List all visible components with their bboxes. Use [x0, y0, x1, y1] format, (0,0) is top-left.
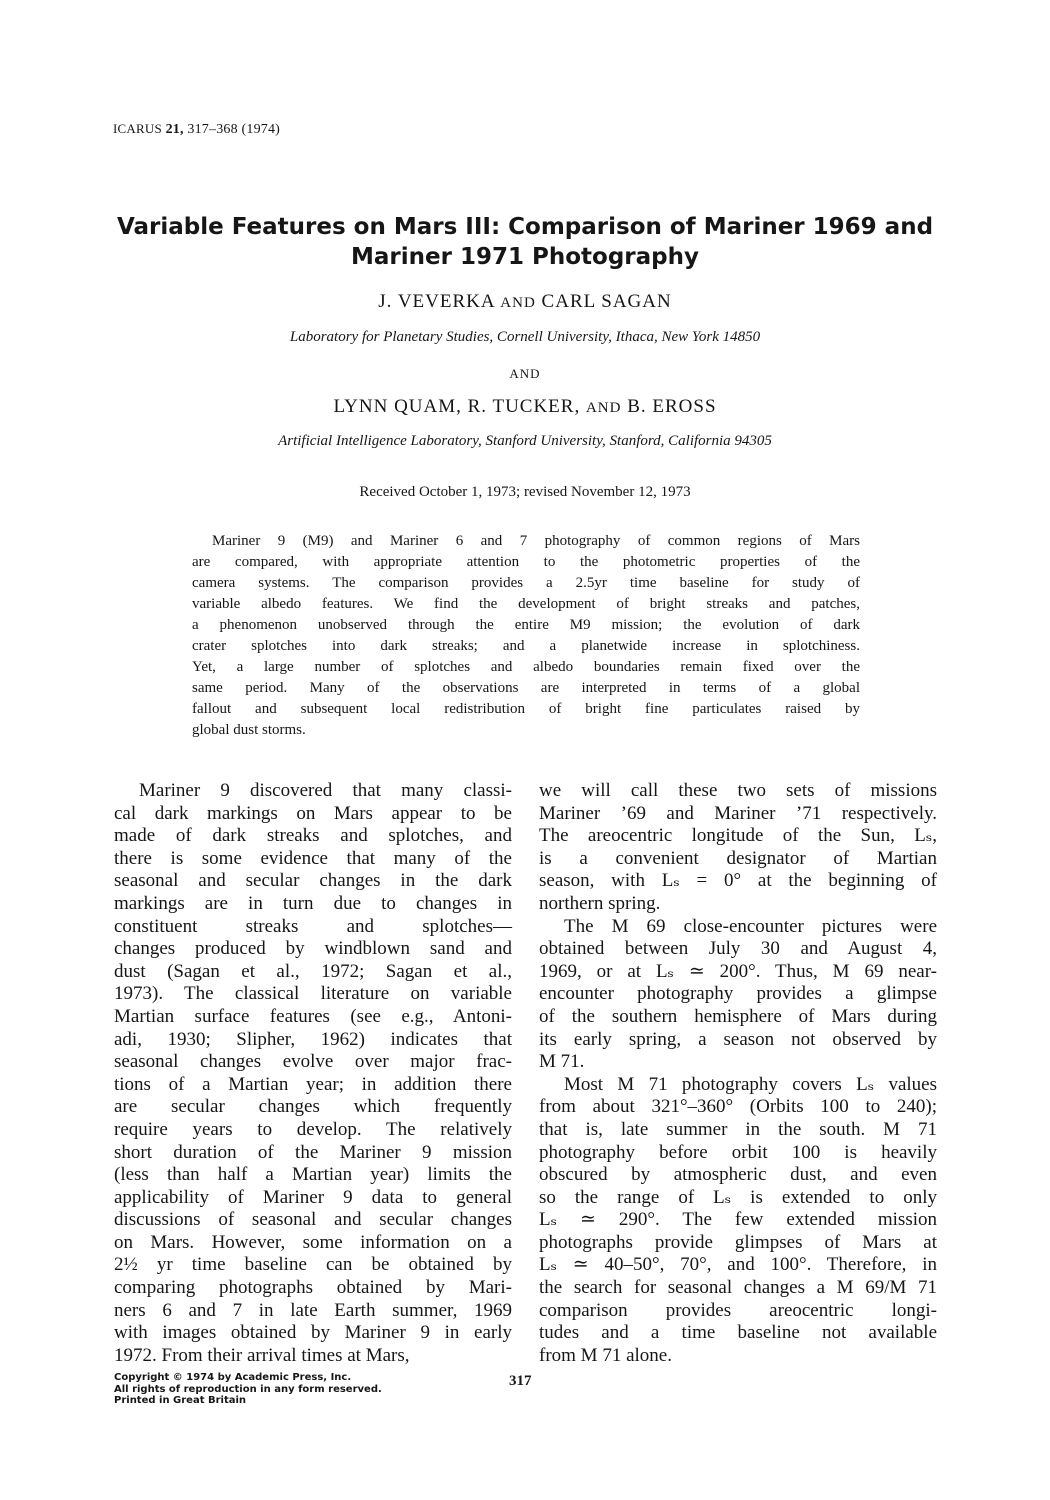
journal-reference — [113, 121, 280, 138]
body-line: changes produced by windblown sand and — [114, 938, 512, 960]
body-line: the search for seasonal changes a M 69/M 71 — [539, 1277, 937, 1299]
body-line: 1973). The classical literature on variable — [114, 983, 512, 1005]
body-line: discussions of seasonal and secular changes — [114, 1209, 512, 1231]
printed-line: Printed in Great Britain — [114, 1395, 247, 1406]
abstract-line: same period. Many of the observations are interpreted in terms of a global — [192, 680, 860, 696]
abstract-line: are compared, with appropriate attention to the photometric properties of the — [192, 554, 860, 570]
body-line: we will call these two sets of missions — [539, 780, 937, 801]
body-line: Mariner ’69 and Mariner ’71 respectively. — [539, 802, 937, 824]
body-line: Most M 71 photography covers Lₛ values — [564, 1073, 937, 1095]
author-list-1 — [100, 291, 950, 313]
body-line: tudes and a time baseline not available — [539, 1322, 937, 1344]
journal-volume: 21, — [165, 122, 184, 137]
body-line: obscured by atmospheric dust, and even — [539, 1164, 937, 1186]
authors-separator: AND — [509, 366, 541, 381]
body-line: photography before orbit 100 is heavily — [539, 1141, 937, 1163]
abstract-line: camera systems. The comparison provides a 2.5yr time baseline for study of — [192, 575, 860, 591]
authors-2-and: AND — [585, 400, 622, 416]
body-line: seasonal changes evolve over major frac- — [114, 1051, 512, 1073]
abstract-line: variable albedo features. We find the development of bright streaks and patches, — [192, 596, 860, 612]
author-list-2 — [100, 396, 950, 418]
body-line: Lₛ ≃ 40–50°, 70°, and 100°. Therefore, in — [539, 1254, 937, 1276]
paper-title — [100, 212, 950, 272]
body-line: 1972. From their arrival times at Mars, — [114, 1344, 410, 1366]
copyright-line: Copyright © 1974 by Academic Press, Inc. — [114, 1372, 352, 1383]
body-line: 1969, or at Lₛ ≃ 200°. Thus, M 69 near- — [539, 960, 937, 982]
body-line: The M 69 close-encounter pictures were — [564, 915, 937, 937]
body-line: of the southern hemisphere of Mars during — [539, 1005, 937, 1027]
authors-1-and: AND — [500, 295, 536, 311]
body-line: (less than half a Martian year) limits the — [114, 1164, 512, 1186]
received-dates: Received October 1, 1973; revised November 12, 1973 — [359, 484, 691, 500]
body-line: is a convenient designator of Martian — [539, 847, 937, 869]
journal-pages-year: 317–368 (1974) — [187, 122, 281, 137]
body-line: comparing photographs obtained by Mari- — [114, 1277, 512, 1299]
abstract-line: Yet, a large number of splotches and albedo boundaries remain fixed over the — [192, 659, 860, 675]
abstract-line: a phenomenon unobserved through the entire M9 mission; the evolution of dark — [192, 617, 860, 633]
authors-2a: LYNN QUAM, R. TUCKER, — [333, 396, 581, 417]
body-line: tions of a Martian year; in addition there — [114, 1073, 512, 1095]
journal-name: ICARUS — [113, 121, 162, 136]
body-line: from M 71 alone. — [539, 1344, 672, 1366]
body-line: comparison provides areocentric longi- — [539, 1299, 937, 1321]
body-line: require years to develop. The relatively — [114, 1118, 512, 1140]
authors-1b: CARL SAGAN — [541, 291, 672, 312]
body-line: markings are in turn due to changes in — [114, 892, 512, 914]
body-line: dust (Sagan et al., 1972; Sagan et al., — [114, 960, 512, 982]
rights-line: All rights of reproduction in any form reserved. — [114, 1383, 382, 1395]
body-line: The areocentric longitude of the Sun, Lₛ, — [539, 825, 937, 847]
body-line: its early spring, a season not observed by — [539, 1028, 937, 1050]
authors-2b: B. EROSS — [627, 396, 717, 417]
body-line: from about 321°–360° (Orbits 100 to 240); — [539, 1096, 937, 1118]
body-line: are secular changes which frequently — [114, 1096, 512, 1118]
abstract-line: fallout and subsequent local redistribution of bright fine particulates raised by — [192, 701, 860, 717]
body-line: 2½ yr time baseline can be obtained by — [114, 1254, 512, 1276]
body-line: adi, 1930; Slipher, 1962) indicates that — [114, 1028, 512, 1050]
body-line: Lₛ ≃ 290°. The few extended mission — [539, 1209, 937, 1231]
body-line: ners 6 and 7 in late Earth summer, 1969 — [114, 1299, 512, 1321]
abstract-line: Mariner 9 (M9) and Mariner 6 and 7 photography of common regions of Mars — [212, 533, 860, 549]
body-line: northern spring. — [539, 892, 661, 914]
abstract-line: global dust storms. — [192, 722, 306, 738]
body-line: applicability of Mariner 9 data to general — [114, 1186, 512, 1208]
title-line-1: Variable Features on Mars III: Comparison of Mariner 1969 and — [116, 214, 934, 240]
body-line: with images obtained by Mariner 9 in early — [114, 1322, 512, 1344]
abstract — [192, 531, 860, 741]
page-number: 317 — [509, 1373, 532, 1389]
body-line: cal dark markings on Mars appear to be — [114, 802, 512, 824]
body-line: on Mars. However, some information on a — [114, 1231, 512, 1253]
body-line: so the range of Lₛ is extended to only — [539, 1186, 937, 1208]
body-line: obtained between July 30 and August 4, — [539, 938, 937, 960]
body-line: encounter photography provides a glimpse — [539, 983, 937, 1005]
copyright-notice — [114, 1372, 382, 1407]
body-line: short duration of the Mariner 9 mission — [114, 1141, 512, 1163]
body-line: Mariner 9 discovered that many classi- — [139, 780, 512, 801]
authors-1a: J. VEVERKA — [378, 291, 495, 312]
body-column-right — [539, 780, 937, 1367]
affiliation-1: Laboratory for Planetary Studies, Cornell University, Ithaca, New York 14850 — [289, 329, 761, 345]
body-column-left — [114, 780, 512, 1367]
body-line: season, with Lₛ = 0° at the beginning of — [539, 870, 937, 892]
abstract-line: crater splotches into dark streaks; and a planetwide increase in splotchiness. — [192, 638, 860, 654]
title-line-2: Mariner 1971 Photography — [351, 244, 699, 270]
body-line: M 71. — [539, 1051, 585, 1073]
body-line: photographs provide glimpses of Mars at — [539, 1231, 937, 1253]
body-line: that is, late summer in the south. M 71 — [539, 1118, 937, 1140]
body-line: there is some evidence that many of the — [114, 847, 512, 869]
body-line: constituent streaks and splotches— — [114, 915, 512, 937]
affiliation-2: Artificial Intelligence Laboratory, Stanford University, Stanford, California 94305 — [278, 433, 772, 449]
body-line: made of dark streaks and splotches, and — [114, 825, 512, 847]
body-line: Martian surface features (see e.g., Antoni- — [114, 1005, 512, 1027]
body-line: seasonal and secular changes in the dark — [114, 870, 512, 892]
